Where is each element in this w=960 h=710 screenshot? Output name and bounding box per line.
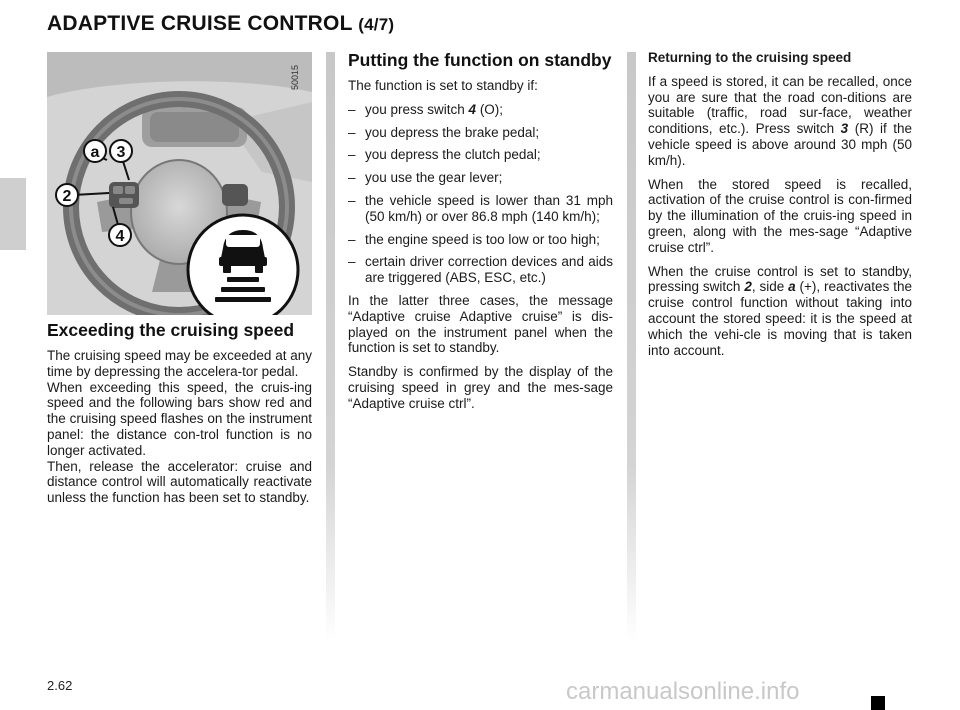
paragraph-text: , side xyxy=(751,279,789,295)
callout-4-label: 4 xyxy=(115,228,125,245)
paragraph-text: , reactivates the cruise control function without taking into account the stored speed: it is the speed at which the vehi-cle is moving that is taken into account. xyxy=(648,279,912,358)
paragraph xyxy=(648,74,912,169)
side-letter: a xyxy=(788,279,796,295)
heading-returning-speed: Returning to the cruising speed xyxy=(648,50,852,65)
corner-mark xyxy=(871,696,885,710)
steering-wheel-figure xyxy=(47,52,312,315)
list-item-text: (O); xyxy=(476,101,504,117)
paragraph-text: When the cruise control is set to standby, pressing switch xyxy=(648,263,912,295)
page-number: 2.62 xyxy=(47,678,73,693)
callout-3-label: 3 xyxy=(116,144,126,161)
callout-2-label: 2 xyxy=(62,188,72,205)
figure-code: 50015 xyxy=(290,64,300,90)
steering-wheel-illustration xyxy=(47,52,312,315)
list-item: – you depress the clutch pedal; xyxy=(348,147,613,163)
page-title xyxy=(47,12,394,36)
paragraph: Standby is confirmed by the display of the cruising speed in grey and the mes-sage “Adaptive cruise ctrl”. xyxy=(348,364,613,411)
watermark: carmanualsonline.info xyxy=(566,678,800,705)
heading-standby: Putting the function on standby xyxy=(348,50,612,70)
column-standby xyxy=(348,50,613,420)
list-item: – certain driver correction devices and aids are triggered (ABS, ESC, etc.) xyxy=(348,254,613,286)
paragraph-text: (R) if the vehicle speed is above around 30 mph (50 km/h). xyxy=(648,121,912,168)
paragraph xyxy=(648,264,912,359)
section-tab xyxy=(0,178,26,250)
callout-a-label: a xyxy=(90,144,100,161)
heading-exceeding-speed: Exceeding the cruising speed xyxy=(47,320,295,340)
switch-number: 2 xyxy=(744,279,752,295)
switch-number: 3 xyxy=(840,121,849,137)
paragraph: The cruising speed may be exceeded at any time by depressing the accelera-tor pedal. xyxy=(47,348,312,379)
paragraph: When exceeding this speed, the cruis-ing speed and the following bars show red and the cruising speed flashes on the instrument panel: the distance con-trol function is no longer activated. xyxy=(47,379,312,458)
paragraph-text: (+) xyxy=(795,279,817,295)
list-item: – you depress the brake pedal; xyxy=(348,125,613,141)
column-returning-speed xyxy=(648,50,912,366)
list-item-text: you press switch xyxy=(365,101,469,117)
paragraph: In the latter three cases, the message “Adaptive cruise Adaptive cruise” is dis-played on the instrument panel when the function is set to standby. xyxy=(348,292,613,356)
standby-conditions-list xyxy=(348,102,613,286)
page-title-text: ADAPTIVE CRUISE CONTROL xyxy=(47,12,353,35)
list-item: – the engine speed is too low or too high; xyxy=(348,232,613,248)
list-item: – you use the gear lever; xyxy=(348,170,613,186)
switch-number: 4 xyxy=(468,101,477,117)
list-item: – the vehicle speed is lower than 31 mph (50 km/h) or over 86.8 mph (140 km/h); xyxy=(348,193,613,225)
column-divider-right xyxy=(627,52,636,642)
paragraph-text: If a speed is stored, it can be recalled, once you are sure that the road con-ditions are suitable (traffic, road sur-face, weather conditions, etc.). Press switch xyxy=(648,73,912,137)
list-item xyxy=(348,102,613,118)
paragraph: The function is set to standby if: xyxy=(348,78,538,93)
paragraph: When the stored speed is recalled, activation of the cruise control is con-firmed by the illumination of the cruis-ing speed in green, along with the mes-sage “Adaptive cruise ctrl”. xyxy=(648,176,912,255)
column-exceeding-speed xyxy=(47,320,312,506)
page-title-suffix: (4/7) xyxy=(358,15,395,34)
paragraph: Then, release the accelerator: cruise and distance control will automatically reactivate unless the function has been set to standby. xyxy=(47,458,312,506)
column-divider-left xyxy=(326,52,335,642)
